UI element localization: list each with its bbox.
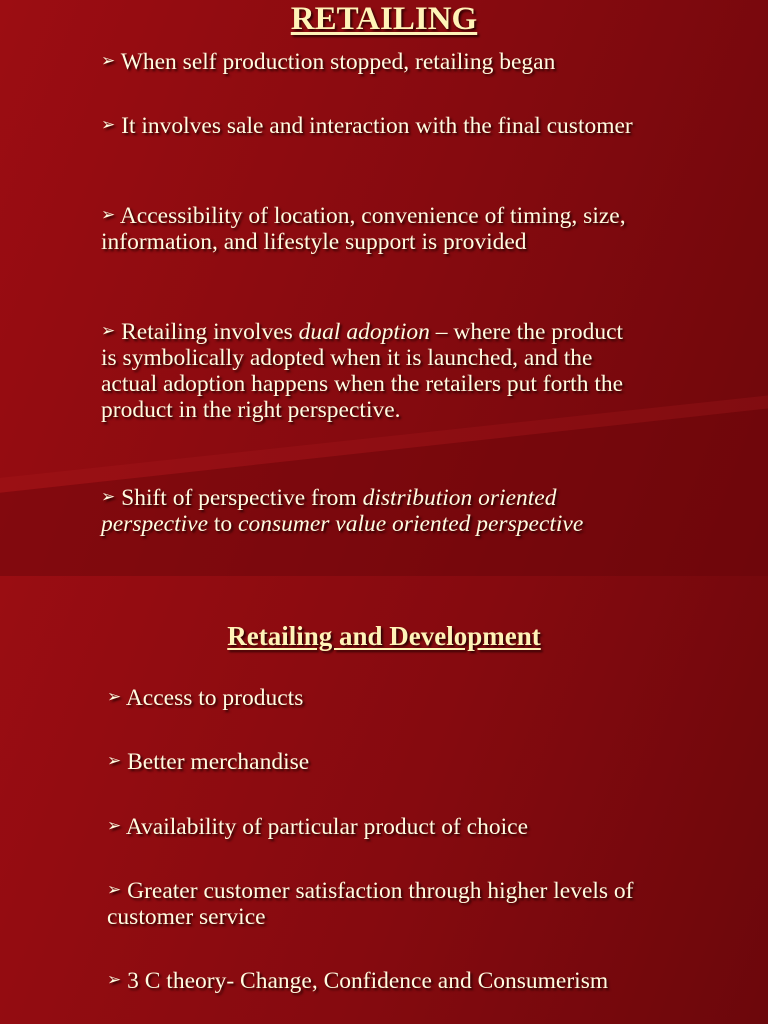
bullet-text: – where the product is symbolically adopted when it is launched, and the actual adoption happens when the retailers put forth the product in the right perspective. — [101, 319, 624, 423]
bullet-text: Shift of perspective from — [115, 485, 363, 511]
bullet-item — [107, 967, 608, 994]
bullet-text: Greater customer satisfaction through higher levels of customer service — [107, 878, 634, 930]
bullet-text: Access to products — [121, 685, 304, 711]
arrow-bullet-icon: ➢ — [107, 880, 122, 899]
slide-title: RETAILING — [290, 1, 478, 37]
arrow-bullet-icon: ➢ — [107, 816, 122, 835]
emphasized-text: consumer value oriented perspective — [238, 511, 584, 537]
bullet-item — [107, 748, 309, 775]
bullet-item — [107, 684, 303, 711]
bullet-text: When self production stopped, retailing began — [115, 49, 556, 75]
bullet-item — [107, 813, 528, 840]
bullet-text: to — [208, 511, 239, 537]
slide-title: Retailing and Development — [227, 621, 541, 651]
arrow-bullet-icon: ➢ — [107, 687, 122, 706]
arrow-bullet-icon: ➢ — [101, 205, 116, 224]
bullet-item — [101, 202, 641, 255]
arrow-bullet-icon: ➢ — [107, 970, 122, 989]
bullet-item — [101, 318, 641, 423]
emphasized-text: distribution oriented perspective — [101, 485, 557, 537]
bullet-text: Better merchandise — [121, 749, 310, 775]
bullet-text: 3 C theory- Change, Confidence and Consumerism — [121, 968, 609, 994]
bullet-text: Availability of particular product of choice — [121, 814, 529, 840]
arrow-bullet-icon: ➢ — [101, 487, 116, 506]
emphasized-text: dual adoption — [298, 319, 430, 345]
bullet-text: Retailing involves — [115, 319, 299, 345]
arrow-bullet-icon: ➢ — [101, 321, 116, 340]
bullet-text: Accessibility of location, convenience of timing, size, information, and lifestyle support is provided — [101, 203, 626, 255]
bullet-item — [101, 48, 555, 75]
bullet-text: It involves sale and interaction with the final customer — [115, 113, 633, 139]
slide-retailing-development — [0, 576, 768, 1024]
bullet-item — [107, 877, 647, 930]
arrow-bullet-icon: ➢ — [101, 115, 116, 134]
bullet-item — [101, 112, 633, 139]
arrow-bullet-icon: ➢ — [107, 751, 122, 770]
bullet-item — [101, 484, 641, 537]
arrow-bullet-icon: ➢ — [101, 51, 116, 70]
